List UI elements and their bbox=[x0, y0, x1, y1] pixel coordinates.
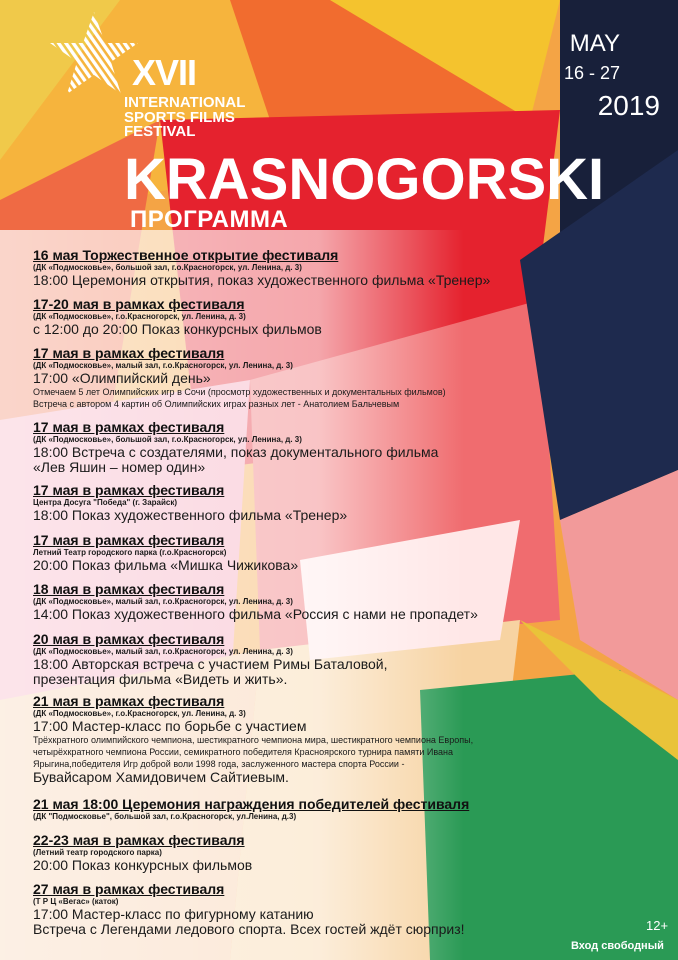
festival-name: INTERNATIONAL SPORTS FILMS FESTIVAL bbox=[124, 94, 246, 140]
date-month: MAY bbox=[569, 30, 620, 57]
event-item: 21 мая в рамках фестиваля (ДК «Подмосковье», г.о.Красногорск, ул. Ленина, д. 3) 17:00 Мастер-класс по борьбе с участием Трёхкратного олимпийского чемпиона, шестикратного чемпиона мира, шестикратного чемпиона Европы, четырёхкратного чемпиона России, семикратного победителя Красноярского турнира памяти Ивана Ярыгина,победителя Игр доброй воли 1998 года, заслуженного мастера спорта России - Бувайсаром Хамидовичем Сайтиевым. bbox=[33, 693, 474, 785]
date-year: 2019 bbox=[597, 90, 660, 121]
event-item: 17 мая в рамках фестиваля Центра Досуга "Победа" (г. Зарайск) 18:00 Показ художественного фильма «Тренер» bbox=[33, 482, 348, 523]
age-rating: 12+ bbox=[646, 918, 669, 933]
program-title: ПРОГРАММА bbox=[130, 206, 289, 233]
event-item: 27 мая в рамках фестиваля (Т Р Ц «Вегас» (каток) 17:00 Мастер-класс по фигурному катанию Встреча с Легендами ледового спорта. Всех гостей ждёт сюрприз! bbox=[33, 881, 465, 937]
star-logo-icon bbox=[48, 10, 140, 98]
event-item: 17 мая в рамках фестиваля (ДК «Подмосковье», большой зал, г.о.Красногорск, ул. Ленина, д. 3) 18:00 Встреча с создателями, показ документального фильма «Лев Яшин – номер один» bbox=[33, 419, 439, 475]
festival-city: KRASNOGORSKI bbox=[124, 147, 605, 212]
event-item: 17-20 мая в рамках фестиваля (ДК «Подмосковье», г.о.Красногорск, ул. Ленина, д. 3) с 12:00 до 20:00 Показ конкурсных фильмов bbox=[33, 296, 322, 337]
event-item: 17 мая в рамках фестиваля (ДК «Подмосковье», малый зал, г.о.Красногорск, ул. Ленина, д. 3) 17:00 «Олимпийский день» Отмечаем 5 лет Олимпийских игр в Сочи (просмотр художественных и документальных фильмов) Встреча с автором 4 картин об Олимпийских играх разных лет - Анатолием Бальчевым bbox=[33, 345, 446, 409]
event-item: 16 мая Торжественное открытие фестиваля (ДК «Подмосковье», большой зал, г.о.Красногорск, ул. Ленина, д. 3) 18:00 Церемония открытия, показ художественного фильма «Тренер» bbox=[33, 247, 491, 288]
event-item: 20 мая в рамках фестиваля (ДК «Подмосковье», малый зал, г.о.Красногорск, ул. Ленина, д. 3) 18:00 Авторская встреча с участием Римы Баталовой, презентация фильма «Видеть и жить». bbox=[33, 631, 388, 687]
event-item: 22-23 мая в рамках фестиваля (Летний театр городского парка) 20:00 Показ конкурсных фильмов bbox=[33, 832, 253, 873]
edition-number: XVII bbox=[132, 52, 197, 93]
date-days: 16 - 27 bbox=[563, 63, 620, 83]
event-item: 18 мая в рамках фестиваля (ДК «Подмосковье», малый зал, г.о.Красногорск, ул. Ленина, д. 3) 14:00 Показ художественного фильма «Россия с нами не пропадет» bbox=[33, 581, 478, 622]
festival-dates bbox=[564, 30, 660, 122]
event-item: 17 мая в рамках фестиваля Летний Театр городского парка (г.о.Красногорск) 20:00 Показ фильма «Мишка Чижикова» bbox=[33, 532, 299, 573]
event-item: 21 мая 18:00 Церемония награждения победителей фестиваля (ДК "Подмосковье", большой зал, г.о.Красногорск, ул.Ленина, д.3) bbox=[33, 796, 470, 821]
free-entry-note: Вход свободный bbox=[571, 940, 664, 952]
